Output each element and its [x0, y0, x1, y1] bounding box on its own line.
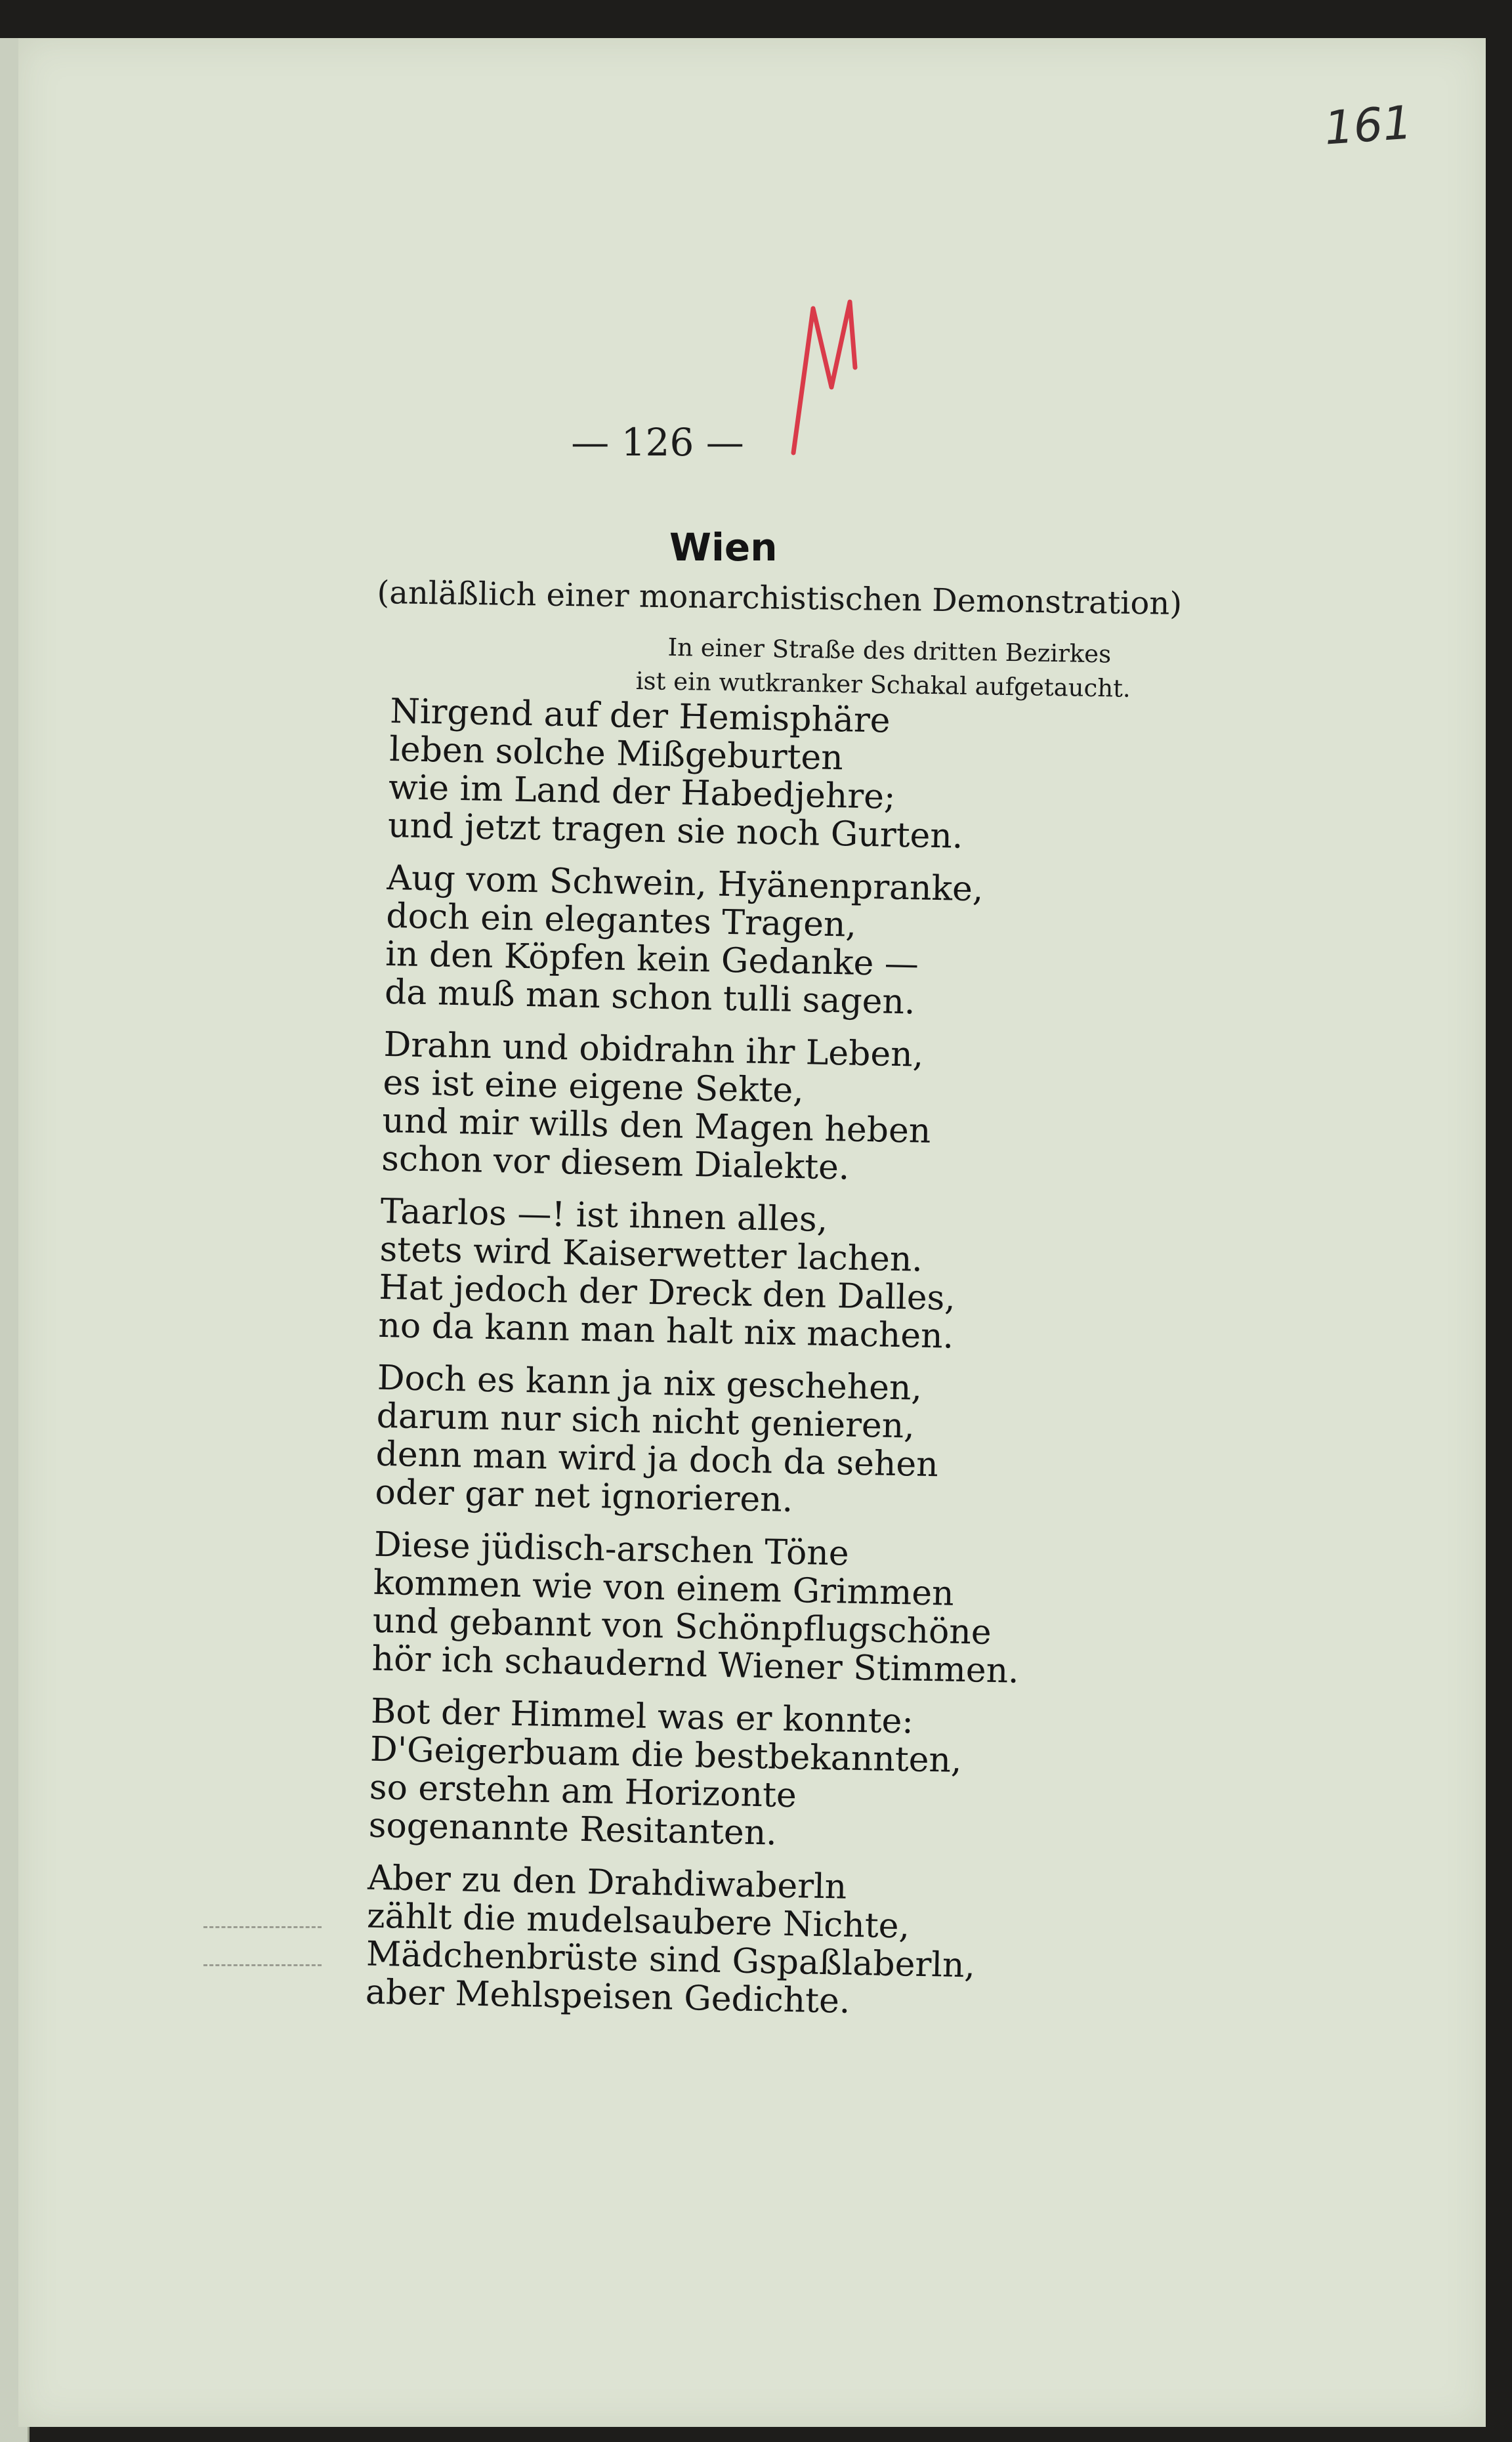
- faded-stamp-mark: [203, 1926, 322, 1966]
- poem-line: doch ein elegantes Tragen,: [385, 896, 857, 945]
- epigraph-line: ist ein wutkranker Schakal aufgetaucht.: [635, 666, 1131, 703]
- scan-background-top: [0, 0, 1512, 38]
- poem-line: sogenannte Resitanten.: [368, 1805, 778, 1853]
- poem-line: hör ich schaudernd Wiener Stimmen.: [371, 1639, 1020, 1691]
- poem-line: Hat jedoch der Dreck den Dalles,: [379, 1267, 956, 1318]
- poem-line: oder gar net ignorieren.: [375, 1472, 793, 1520]
- stanza: [371, 1526, 1030, 1691]
- poem-line: schon vor diesem Dialekte.: [381, 1139, 850, 1188]
- archive-page-number: 161: [1322, 95, 1414, 156]
- poem-line: Nirgend auf der Hemisphäre: [389, 692, 891, 741]
- poem-line: Doch es kann ja nix geschehen,: [377, 1358, 923, 1408]
- poem-line: denn man wird ja doch da sehen: [375, 1434, 939, 1485]
- poem-line: Diese jüdisch-arschen Töne: [373, 1525, 850, 1574]
- poem-line: Mädchenbrüste sind Gspaßlaberln,: [366, 1934, 976, 1986]
- poem-subtitle: (anläßlich einer monarchistischen Demonstration): [377, 574, 1183, 623]
- page-number: — 126 —: [571, 420, 744, 465]
- poem-body: [365, 692, 1047, 2038]
- stanza: [375, 1359, 1034, 1524]
- stanza: [381, 1026, 1040, 1190]
- poem-line: kommen wie von einem Grimmen: [373, 1563, 955, 1614]
- poem-line: es ist eine eigene Sekte,: [383, 1063, 805, 1111]
- poem-line: Aug vom Schwein, Hyänenpranke,: [386, 858, 984, 910]
- poem-line: und gebannt von Schönpflugschöne: [372, 1601, 992, 1653]
- poem-line: Aber zu den Drahdiwaberln: [367, 1858, 847, 1907]
- epigraph-line: In einer Straße des dritten Bezirkes: [667, 633, 1112, 669]
- poem-line: und jetzt tragen sie noch Gurten.: [387, 805, 963, 856]
- stanza: [385, 859, 1043, 1024]
- poem-line: so erstehn am Horizonte: [369, 1767, 797, 1816]
- poem-title: Wien: [669, 525, 778, 570]
- stanza: [378, 1192, 1037, 1357]
- poem-line: wie im Land der Habedjehre;: [388, 767, 896, 817]
- show-through-area: [1003, 169, 1396, 563]
- poem-line: zählt die mudelsaubere Nichte,: [366, 1896, 910, 1947]
- stanza: [368, 1693, 1027, 1857]
- poem-line: leben solche Mißgeburten: [388, 729, 844, 778]
- poem-line: D'Geigerbuam die bestbekannten,: [369, 1729, 963, 1781]
- poem-line: da muß man schon tulli sagen.: [384, 972, 916, 1022]
- poem-line: darum nur sich nicht genieren,: [376, 1396, 915, 1446]
- epigraph: [635, 630, 1131, 706]
- poem-line: und mir wills den Magen heben: [381, 1101, 931, 1151]
- stanza: [388, 692, 1047, 857]
- poem-line: Drahn und obidrahn ihr Leben,: [383, 1024, 924, 1075]
- poem-line: stets wird Kaiserwetter lachen.: [379, 1229, 923, 1280]
- poem-line: Taarlos —! ist ihnen alles,: [380, 1191, 828, 1240]
- poem-line: in den Köpfen kein Gedanke —: [385, 934, 919, 984]
- stanza: [365, 1859, 1024, 2024]
- poem-line: aber Mehlspeisen Gedichte.: [365, 1972, 850, 2021]
- poem-line: Bot der Himmel was er konnte:: [370, 1691, 914, 1742]
- poem-line: no da kann man halt nix machen.: [377, 1305, 954, 1357]
